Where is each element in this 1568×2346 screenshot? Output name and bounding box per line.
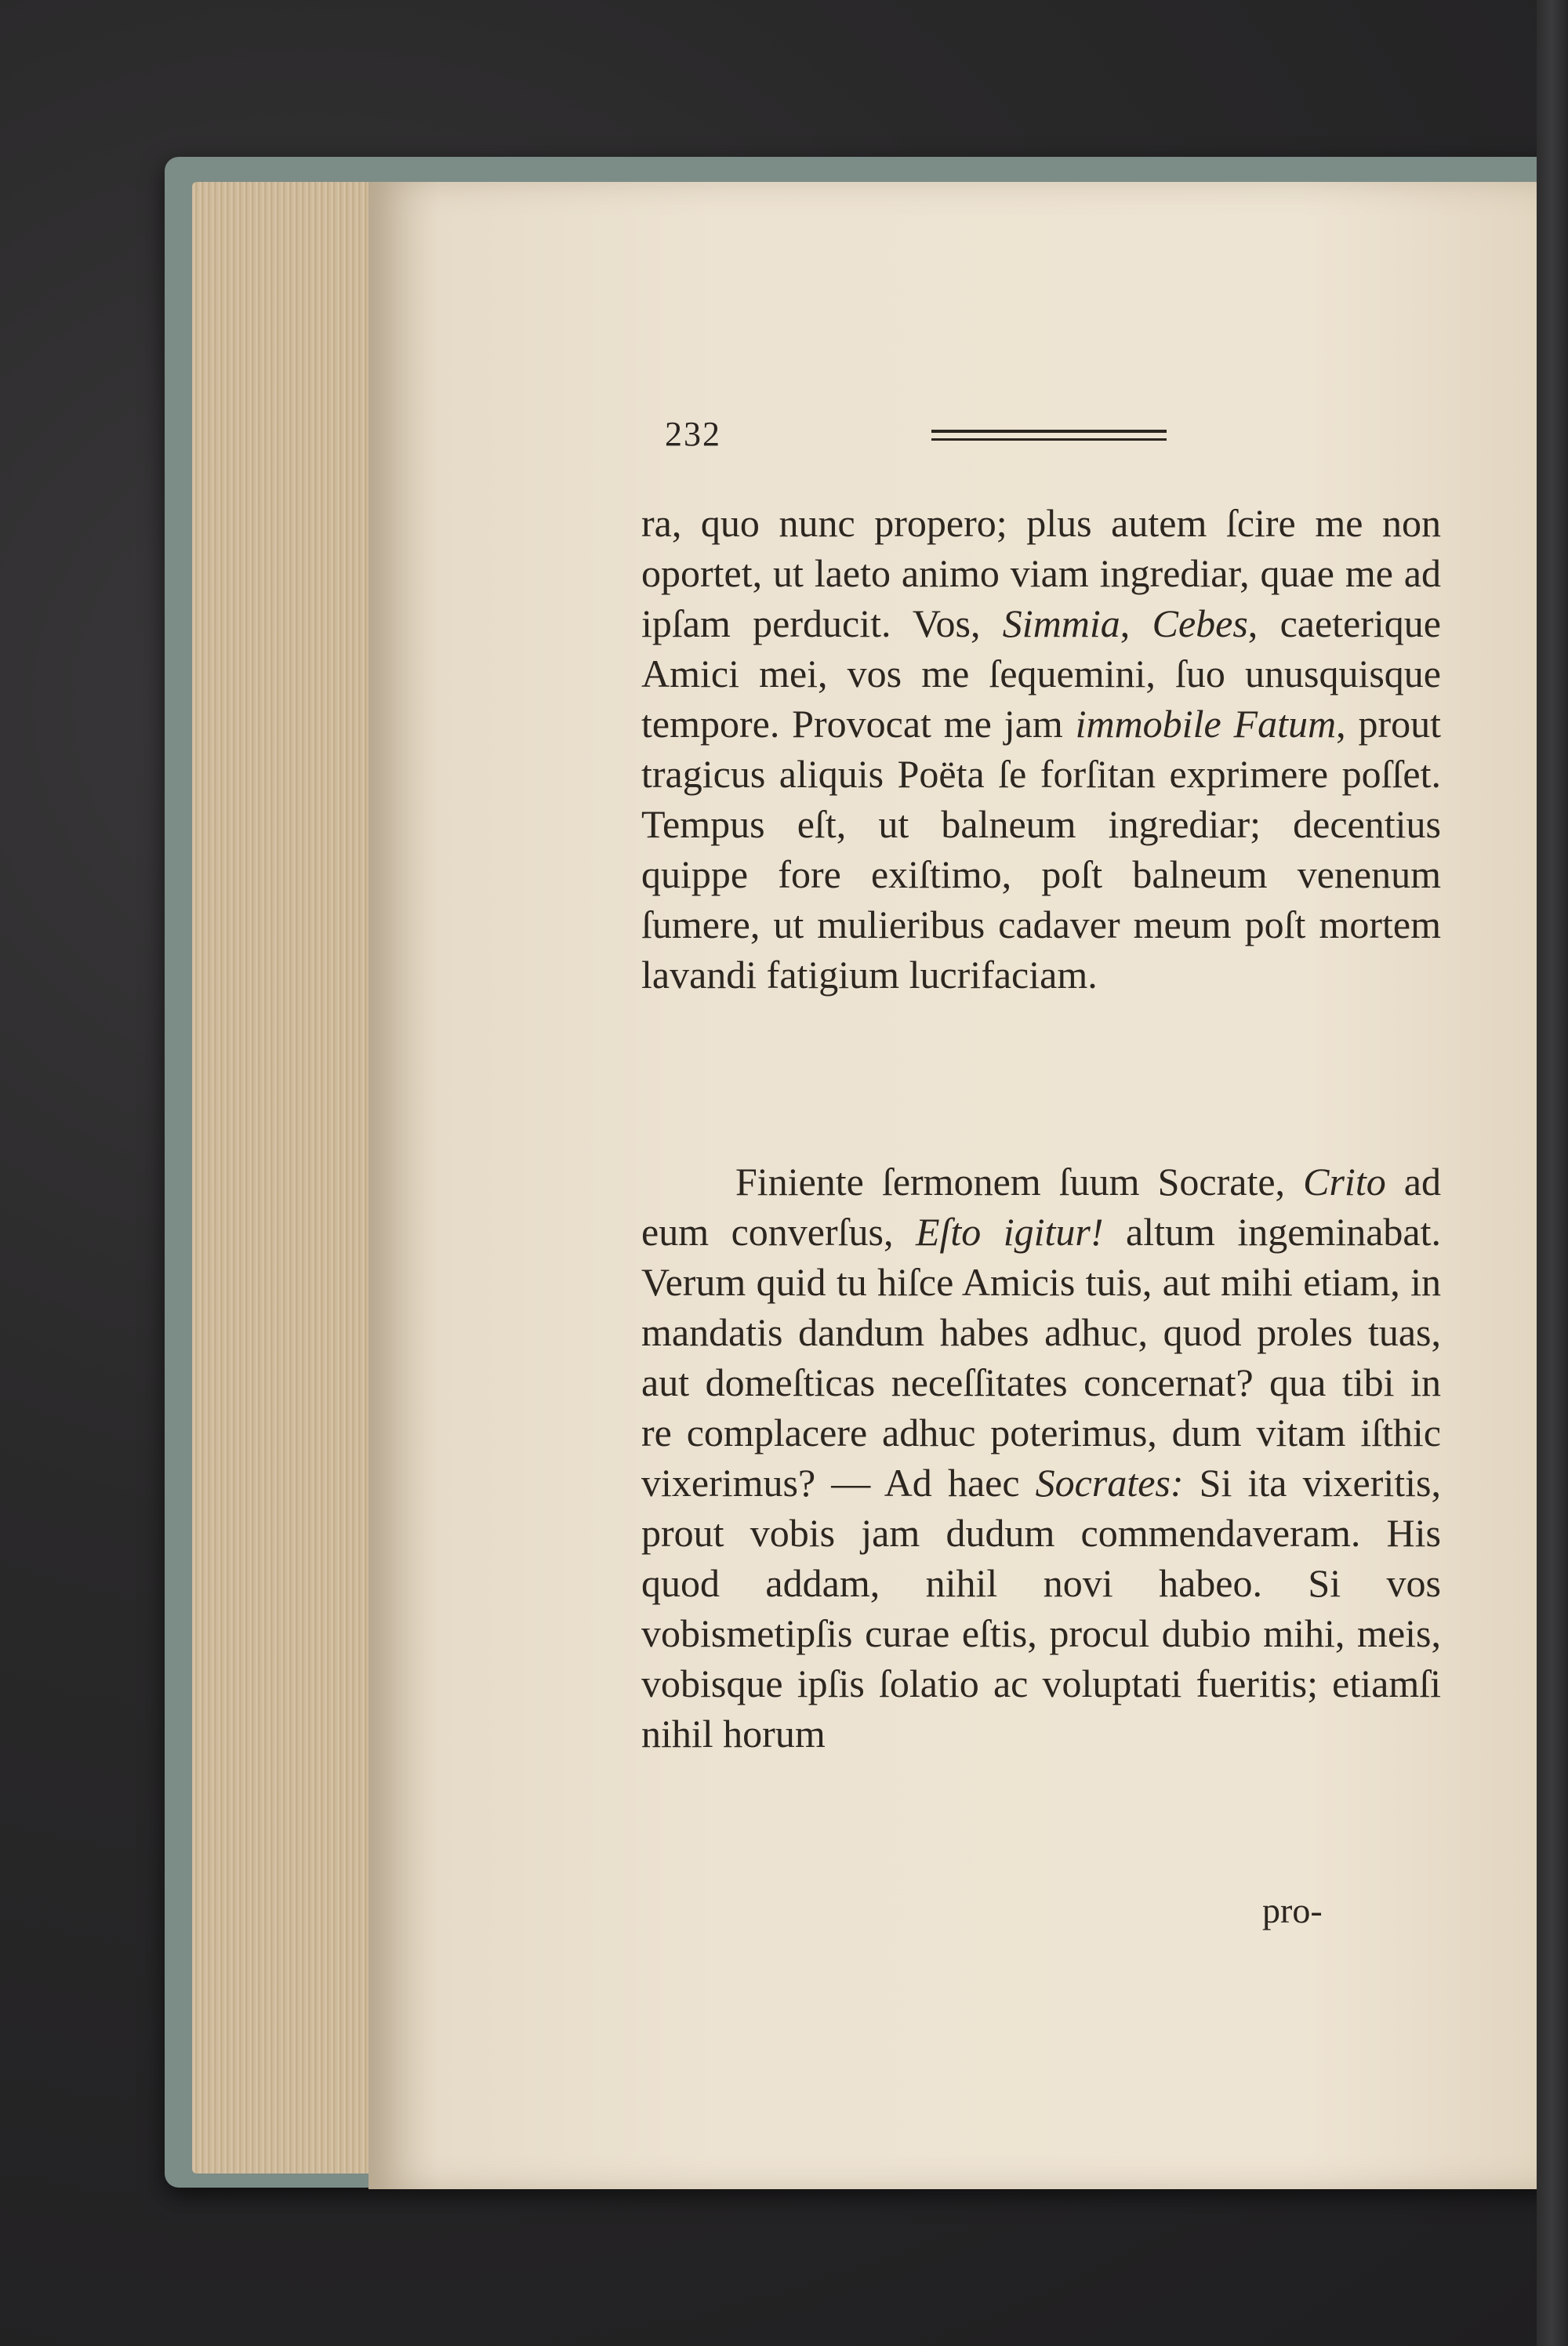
italic-run: Eſto igitur! xyxy=(915,1210,1104,1254)
text-run: ra, quo nunc propero; plus autem ſcire me non oportet, ut laeto animo viam ingrediar, quae me ad ipſam perducit. Vos, xyxy=(641,501,1441,645)
catchword: pro- xyxy=(1262,1890,1323,1930)
header-rule xyxy=(931,430,1167,441)
italic-run: Socrates: xyxy=(1035,1461,1184,1505)
italic-run: Simmia xyxy=(1002,601,1120,645)
paragraph-2 xyxy=(641,1157,1441,1759)
text-run: , xyxy=(1120,601,1152,645)
text-run: Finiente ſermonem ſuum Socrate, xyxy=(735,1160,1304,1204)
page-block-edge xyxy=(192,182,380,2174)
text-run: , prout tragicus aliquis Poëta ſe forſitan exprimere poſſet. Tempus eſt, ut balneum ingrediar; decentius quippe fore exiſtimo, poſt balneum venenum ſumere, ut mulieribus cadaver meum poſt mortem lavandi fatigium lucrifaciam. xyxy=(641,702,1441,997)
page-number: 232 xyxy=(665,415,721,453)
italic-run: Crito xyxy=(1303,1160,1386,1204)
italic-run: Cebes xyxy=(1152,601,1248,645)
italic-run: immobile Fatum xyxy=(1075,702,1337,746)
text-run: ad eum converſus, xyxy=(641,1160,1441,1254)
text-run: altum ingeminabat. Verum quid tu hiſce Amicis tuis, aut mihi etiam, in mandatis dandum habes adhuc, quod proles tuas, aut domeſticas neceſſitates concernat? qua tibi in re complacere adhuc poterimus, dum vitam iſthic vixerimus? — Ad haec xyxy=(641,1210,1442,1505)
text-run: , caeterique Amici mei, vos me ſequemini, ſuo unusquisque tempore. Provocat me jam xyxy=(641,601,1441,746)
paragraph-1 xyxy=(641,498,1441,1000)
right-edge-shadow xyxy=(1537,0,1568,2346)
text-run: Si ita vixeritis, prout vobis jam dudum commendaveram. His quod addam, nihil novi habeo. Si vos vobismetipſis curae eſtis, procul dubio mihi, meis, vobisque ipſis ſolatio ac voluptati fueritis; etiamſi nihil horum xyxy=(641,1461,1441,1756)
